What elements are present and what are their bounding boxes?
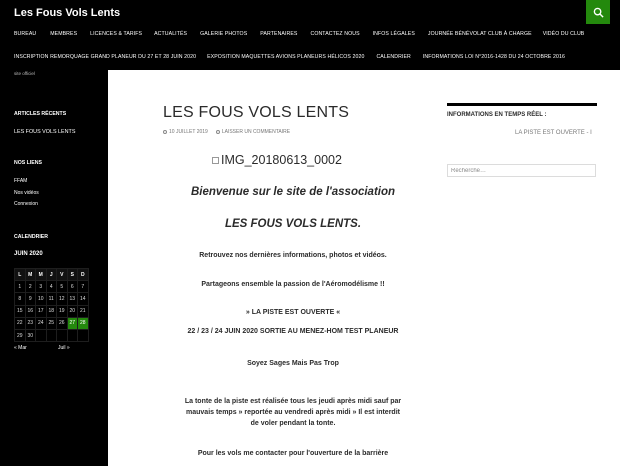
calendar-day-4: 4: [46, 281, 57, 293]
calendar-empty-cell: [67, 329, 78, 341]
calendar-caption: JUIN 2020: [14, 251, 43, 257]
calendar-day-8: 8: [15, 293, 26, 305]
calendar-day-12: 12: [57, 293, 68, 305]
calendar-day-30: 30: [25, 329, 36, 341]
menu-item-bureau[interactable]: BUREAU: [14, 31, 37, 37]
calendar-week: [15, 317, 89, 329]
menu-item-infos-legales[interactable]: INFOS LÉGALES: [372, 31, 415, 37]
calendar-empty-cell: [36, 329, 47, 341]
search-toggle-button[interactable]: [586, 0, 610, 24]
menu-item-contact[interactable]: CONTACTEZ NOUS: [310, 31, 360, 37]
calendar-day-5: 5: [57, 281, 68, 293]
piste-status: » LA PISTE EST OUVERTE «: [245, 309, 341, 316]
menu-item-galerie[interactable]: GALERIE PHOTOS: [200, 31, 248, 37]
menu-item-journee-benevolat[interactable]: JOURNÉE BÉNÉVOLAT CLUB À CHARGE: [427, 31, 532, 37]
calendar-day-10: 10: [36, 293, 47, 305]
site-tagline: site officiel: [14, 71, 35, 76]
broken-image-icon: [212, 157, 219, 164]
menu-item-licences[interactable]: LICENCES & TARIFS: [90, 31, 143, 37]
recent-posts-title: ARTICLES RÉCENTS: [14, 111, 67, 117]
calendar-weekday-1: M: [25, 269, 36, 281]
search-input[interactable]: [447, 164, 596, 177]
calendar-weekday-0: L: [15, 269, 26, 281]
menu-item-informations-loi[interactable]: INFORMATIONS LOI N°2016-1428 DU 24 OCTOBRE 2016: [422, 54, 565, 60]
calendar-week: [15, 281, 89, 293]
calendar-day-16: 16: [25, 305, 36, 317]
association-name: LES FOUS VOLS LENTS.: [224, 218, 362, 230]
calendar-weekday-2: M: [36, 269, 47, 281]
calendar-day-22: 22: [15, 317, 26, 329]
link-ffam[interactable]: FFAM: [14, 178, 28, 184]
calendar-weekday-3: J: [46, 269, 57, 281]
event-announcement: 22 / 23 / 24 JUIN 2020 SORTIE AU MENEZ-HOM TEST PLANEUR: [187, 328, 399, 335]
post-title[interactable]: LES FOUS VOLS LENTS: [163, 104, 350, 121]
calendar-day-6: 6: [67, 281, 78, 293]
welcome-heading: Bienvenue sur le site de l'association: [190, 186, 396, 198]
calendar-day-19: 19: [57, 305, 68, 317]
calendar-day-18: 18: [46, 305, 57, 317]
calendar-day-23: 23: [25, 317, 36, 329]
calendar-day-7: 7: [78, 281, 89, 293]
clock-icon: [163, 130, 167, 134]
calendar-day-28[interactable]: 28: [78, 317, 89, 329]
links-title: NOS LIENS: [14, 160, 42, 166]
realtime-info-title: INFORMATIONS EN TEMPS RÉEL :: [447, 103, 597, 118]
post-meta: [163, 129, 290, 135]
comment-icon: [216, 130, 220, 134]
calendar-day-2: 2: [25, 281, 36, 293]
menu-item-actualites[interactable]: ACTUALITÉS: [154, 31, 188, 37]
calendar-day-3: 3: [36, 281, 47, 293]
calendar-empty-cell: [78, 329, 89, 341]
calendar-day-9: 9: [25, 293, 36, 305]
calendar-week: [15, 329, 89, 341]
calendar-empty-cell: [46, 329, 57, 341]
calendar-table: [14, 268, 89, 342]
primary-menu-row-2: [14, 54, 565, 60]
calendar-day-20: 20: [67, 305, 78, 317]
intro-paragraph: Retrouvez nos dernières informations, photos et vidéos.: [199, 252, 387, 259]
link-connexion[interactable]: Connexion: [14, 201, 38, 207]
calendar-weekday-6: D: [78, 269, 89, 281]
calendar-day-21: 21: [78, 305, 89, 317]
mowing-line-2: mauvais temps » reportée au vendredi après midi » Il est interdit: [186, 409, 400, 416]
link-videos[interactable]: Nos vidéos: [14, 190, 39, 196]
search-icon: [593, 7, 604, 18]
image-alt-text: IMG_20180613_0002: [221, 153, 342, 167]
calendar-day-25: 25: [46, 317, 57, 329]
post-date-link[interactable]: 10 JUILLET 2019: [169, 129, 208, 135]
calendar-day-29: 29: [15, 329, 26, 341]
calendar-day-27[interactable]: 27: [67, 317, 78, 329]
calendar-prev-link[interactable]: « Mar: [14, 345, 27, 351]
menu-item-inscription-remorquage[interactable]: INSCRIPTION REMORQUAGE GRAND PLANEUR DU 27 ET 28 JUIN 2020: [14, 54, 197, 60]
barrier-paragraph: Pour les vols me contacter pour l'ouverture de la barrière: [197, 450, 389, 457]
primary-menu-row-1: [14, 31, 584, 37]
calendar-week: [15, 293, 89, 305]
calendar-day-11: 11: [46, 293, 57, 305]
calendar-day-1: 1: [15, 281, 26, 293]
motto: Soyez Sages Mais Pas Trop: [247, 360, 339, 367]
comment-link[interactable]: LAISSER UN COMMENTAIRE: [221, 129, 291, 135]
calendar-day-14: 14: [78, 293, 89, 305]
site-title[interactable]: Les Fous Vols Lents: [14, 7, 121, 19]
calendar-day-15: 15: [15, 305, 26, 317]
calendar-day-26: 26: [57, 317, 68, 329]
passion-paragraph: Partageons ensemble la passion de l'Aéromodélisme !!: [201, 281, 385, 288]
calendar-empty-cell: [57, 329, 68, 341]
menu-item-membres[interactable]: MEMBRES: [50, 31, 78, 37]
post-date: [163, 129, 208, 135]
calendar-day-17: 17: [36, 305, 47, 317]
calendar-day-24: 24: [36, 317, 47, 329]
calendar-day-13: 13: [67, 293, 78, 305]
calendar-next-link[interactable]: Juil »: [58, 345, 70, 351]
recent-post-link[interactable]: LES FOUS VOLS LENTS: [14, 129, 76, 135]
calendar-week: [15, 305, 89, 317]
post-comments: [216, 129, 290, 135]
post-image: [212, 153, 342, 167]
mowing-line-3: de voler pendant la tonte.: [250, 420, 336, 427]
menu-item-exposition[interactable]: EXPOSITION MAQUETTES AVIONS PLANEURS HÉLICOS 2020: [207, 54, 365, 60]
calendar-weekday-5: S: [67, 269, 78, 281]
calendar-title: CALENDRIER: [14, 234, 49, 240]
calendar-weekday-4: V: [57, 269, 68, 281]
realtime-ticker: LA PISTE EST OUVERTE - I: [515, 130, 592, 136]
mowing-line-1: La tonte de la piste est réalisée tous les jeudi après midi sauf par: [184, 398, 402, 405]
menu-item-video[interactable]: VIDÉO DU CLUB: [542, 31, 585, 37]
menu-item-calendrier[interactable]: CALENDRIER: [376, 54, 411, 60]
menu-item-partenaires[interactable]: PARTENAIRES: [260, 31, 298, 37]
